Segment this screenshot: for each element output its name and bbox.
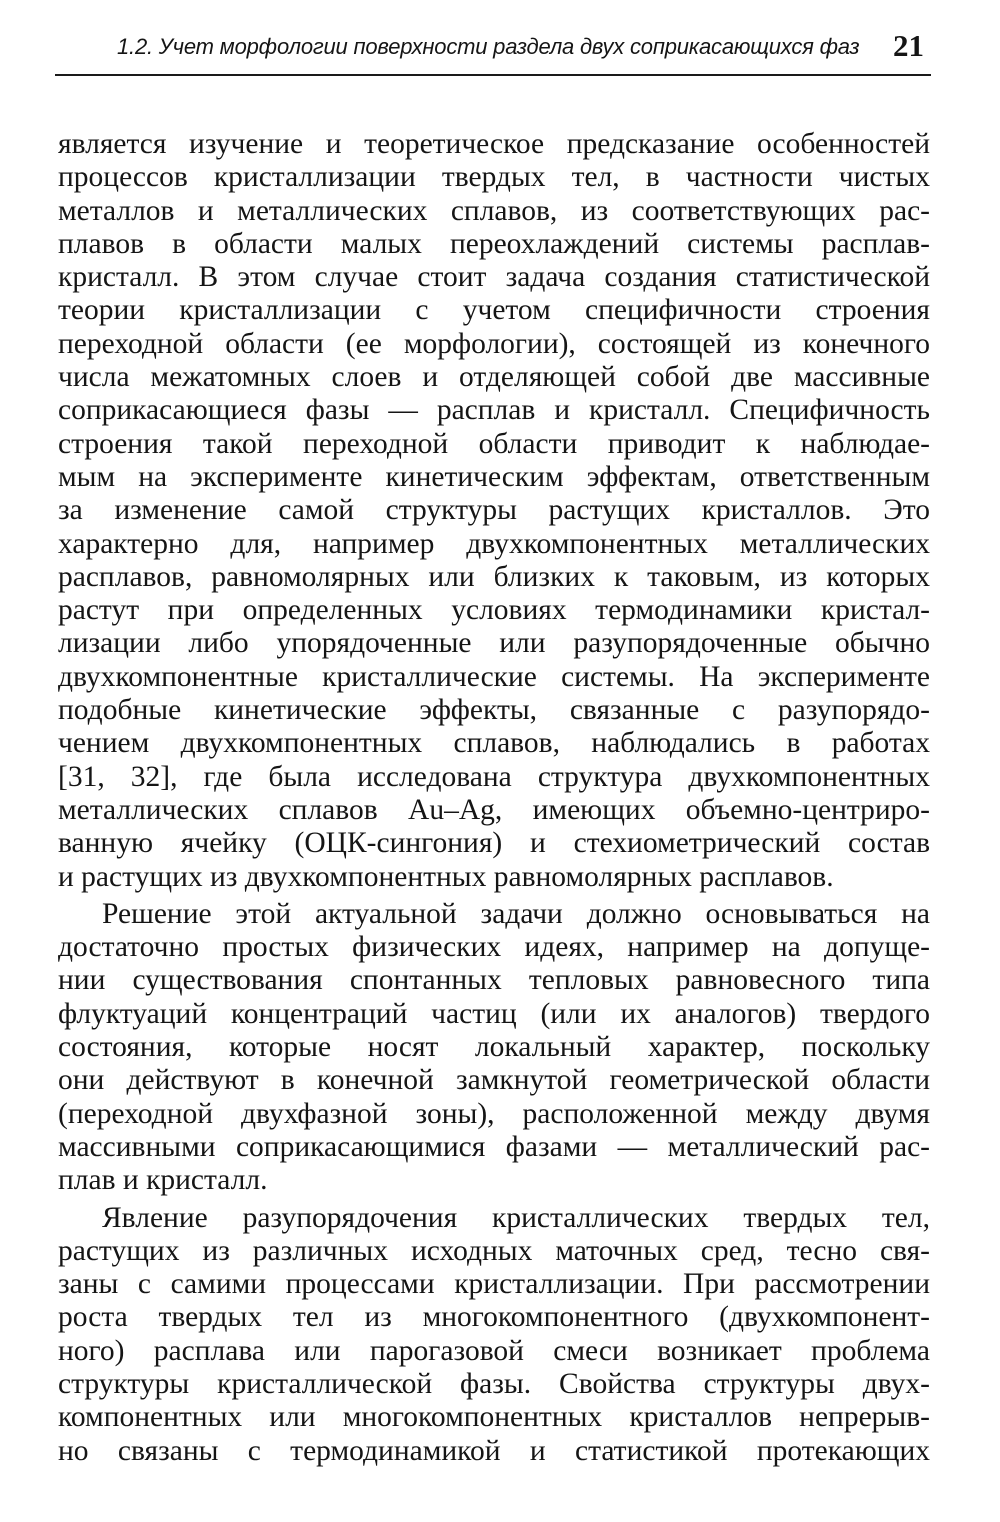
text-line: за изменение самой структуры растущих кристаллов. Это	[58, 494, 930, 527]
text-line: флуктуаций концентраций частиц (или их аналогов) твердого	[58, 997, 930, 1030]
text-line: они действуют в конечной замкнутой геометрической области	[58, 1064, 930, 1097]
paragraph	[58, 898, 930, 1198]
text-line: процессов кристаллизации твердых тел, в частности чистых	[58, 161, 930, 194]
text-line: подобные кинетические эффекты, связанные с разупорядо-	[58, 694, 930, 727]
text-line: металлических сплавов Au–Ag, имеющих объемно-центриро-	[58, 793, 930, 826]
text-line: массивными соприкасающимися фазами — металлический рас-	[58, 1130, 930, 1163]
text-line: является изучение и теоретическое предсказание особенностей	[58, 128, 930, 160]
text-line: ванную ячейку (ОЦК-сингония) и стехиометрический состав	[58, 827, 930, 860]
text-line: ного) расплава или парогазовой смеси возникает проблема	[58, 1334, 930, 1367]
text-line: состояния, которые носят локальный характер, поскольку	[58, 1031, 930, 1064]
text-line: достаточно простых физических идеях, например на допуще-	[58, 931, 930, 964]
text-line: растут при определенных условиях термодинамики кристал-	[58, 594, 930, 627]
text-line: теории кристаллизации с учетом специфичности строения	[58, 294, 930, 327]
text-line: структуры кристаллической фазы. Свойства структуры двух-	[58, 1367, 930, 1400]
text-line: нии существования спонтанных тепловых равновесного типа	[58, 964, 930, 997]
text-line: роста твердых тел из многокомпонентного (двухкомпонент-	[58, 1301, 930, 1334]
body-text	[58, 128, 930, 1468]
text-line: компонентных или многокомпонентных кристаллов непрерыв-	[58, 1401, 930, 1434]
text-line: но связаны с термодинамикой и статистикой протекающих	[58, 1434, 930, 1467]
text-line: плавов в области малых переохлаждений системы расплав-	[58, 227, 930, 260]
text-line: Решение этой актуальной задачи должно основываться на	[102, 897, 930, 930]
text-line: растущих из различных исходных маточных сред, тесно свя-	[58, 1234, 930, 1267]
text-line: мым на эксперименте кинетическим эффектам, ответственным	[58, 460, 930, 493]
text-line: чением двухкомпонентных сплавов, наблюдались в работах	[58, 727, 930, 760]
text-line: кристалл. В этом случае стоит задача создания статистической	[58, 261, 930, 294]
paragraph	[58, 128, 930, 894]
text-line: и растущих из двухкомпонентных равномолярных расплавов.	[58, 860, 834, 893]
text-line: Явление разупорядочения кристаллических твердых тел,	[102, 1201, 930, 1234]
text-line: характерно для, например двухкомпонентных металлических	[58, 527, 930, 560]
text-line: заны с самими процессами кристаллизации. При рассмотрении	[58, 1268, 930, 1301]
text-line: переходной области (ее морфологии), состоящей из конечного	[58, 327, 930, 360]
text-line: двухкомпонентные кристаллические системы. На эксперименте	[58, 660, 930, 693]
text-line: числа межатомных слоев и отделяющей собой две массивные	[58, 361, 930, 394]
text-line: (переходной двухфазной зоны), расположенной между двумя	[58, 1097, 930, 1130]
text-line: соприкасающиеся фазы — расплав и кристалл. Специфичность	[58, 394, 930, 427]
header-rule	[55, 74, 931, 76]
running-title: 1.2. Учет морфологии поверхности раздела двух соприкасающихся фаз	[117, 34, 860, 59]
text-line: плав и кристалл.	[58, 1164, 268, 1197]
text-line: лизации либо упорядоченные или разупорядоченные обычно	[58, 627, 930, 660]
text-line: расплавов, равномолярных или близких к таковым, из которых	[58, 560, 930, 593]
paragraph	[58, 1202, 930, 1468]
text-line: строения такой переходной области приводит к наблюдае-	[58, 427, 930, 460]
page-number: 21	[893, 28, 924, 63]
running-header	[117, 30, 930, 74]
text-line: металлов и металлических сплавов, из соответствующих рас-	[58, 194, 930, 227]
text-line: [31, 32], где была исследована структура двухкомпонентных	[58, 760, 930, 793]
